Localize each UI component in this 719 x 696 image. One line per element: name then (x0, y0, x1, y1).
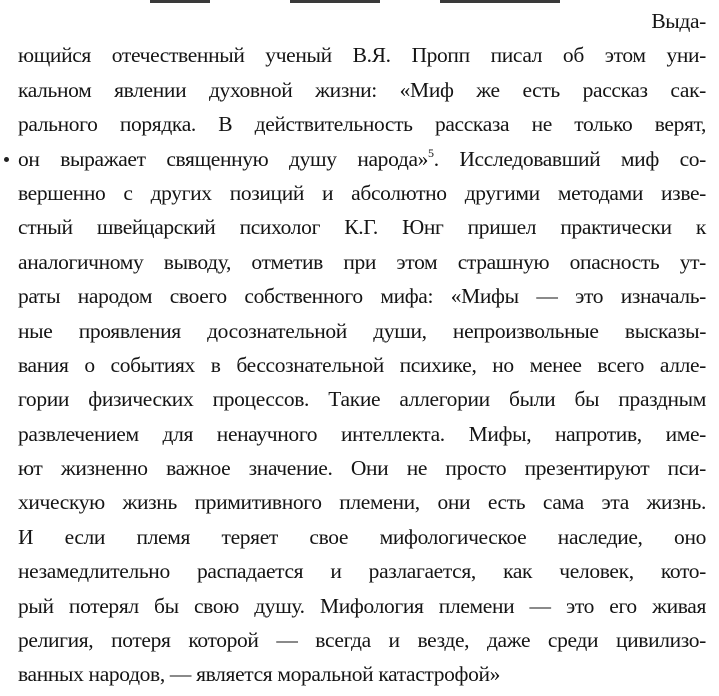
text-line: незамедлительно распадается и разлагается, как человек, кото- (18, 559, 706, 584)
text-line-with-footnote (18, 142, 706, 176)
body-text (18, 4, 706, 692)
text-line: вершенно с других позиций и абсолютно другими методами изве- (18, 180, 706, 205)
cropped-text-fragment (150, 0, 210, 3)
text-line: ванных народов, — является моральной катастрофой» (18, 662, 501, 687)
text-line: рый потерял бы свою душу. Мифология племени — это его живая (18, 593, 706, 618)
footnote-marker: 5 (428, 145, 434, 160)
text-line: гории физических процессов. Такие аллегории были бы праздным (18, 387, 706, 412)
text-line: раты народом своего собственного мифа: «Мифы — это изначаль- (18, 284, 706, 309)
text-line: религия, потеря которой — всегда и везде, даже среди цивилизо- (18, 628, 706, 653)
text-line: ные проявления досознательной души, непроизвольные высказы- (18, 318, 706, 343)
text-line: вания о событиях в бессознательной психике, но менее всего алле- (18, 352, 706, 377)
text-line: Выда- (651, 9, 706, 33)
cropped-text-fragment (290, 0, 380, 3)
text-line-part: . Исследовавший миф со- (433, 146, 706, 171)
text-line: кальном явлении духовной жизни: «Миф же есть рассказ сак- (18, 77, 706, 102)
text-line: ющийся отечественный ученый В.Я. Пропп писал об этом уни- (18, 43, 706, 68)
text-line: ют жизненно важное значение. Они не просто презентируют пси- (18, 456, 706, 481)
text-line-part: он выражает священную душу народа» (18, 146, 429, 171)
text-line: стный швейцарский психолог К.Г. Юнг пришел практически к (18, 215, 706, 240)
cropped-text-fragment (440, 0, 560, 3)
text-line: И если племя теряет свое мифологическое наследие, оно (18, 524, 706, 549)
text-line: рального порядка. В действительность рассказа не только верят, (18, 112, 706, 137)
text-line: аналогичному выводу, отметив при этом страшную опасность ут- (18, 249, 706, 274)
margin-dot-mark (4, 157, 9, 162)
text-line: развлечением для ненаучного интеллекта. Мифы, напротив, име- (18, 421, 706, 446)
text-line: хическую жизнь примитивного племени, они есть сама эта жизнь. (18, 490, 706, 515)
